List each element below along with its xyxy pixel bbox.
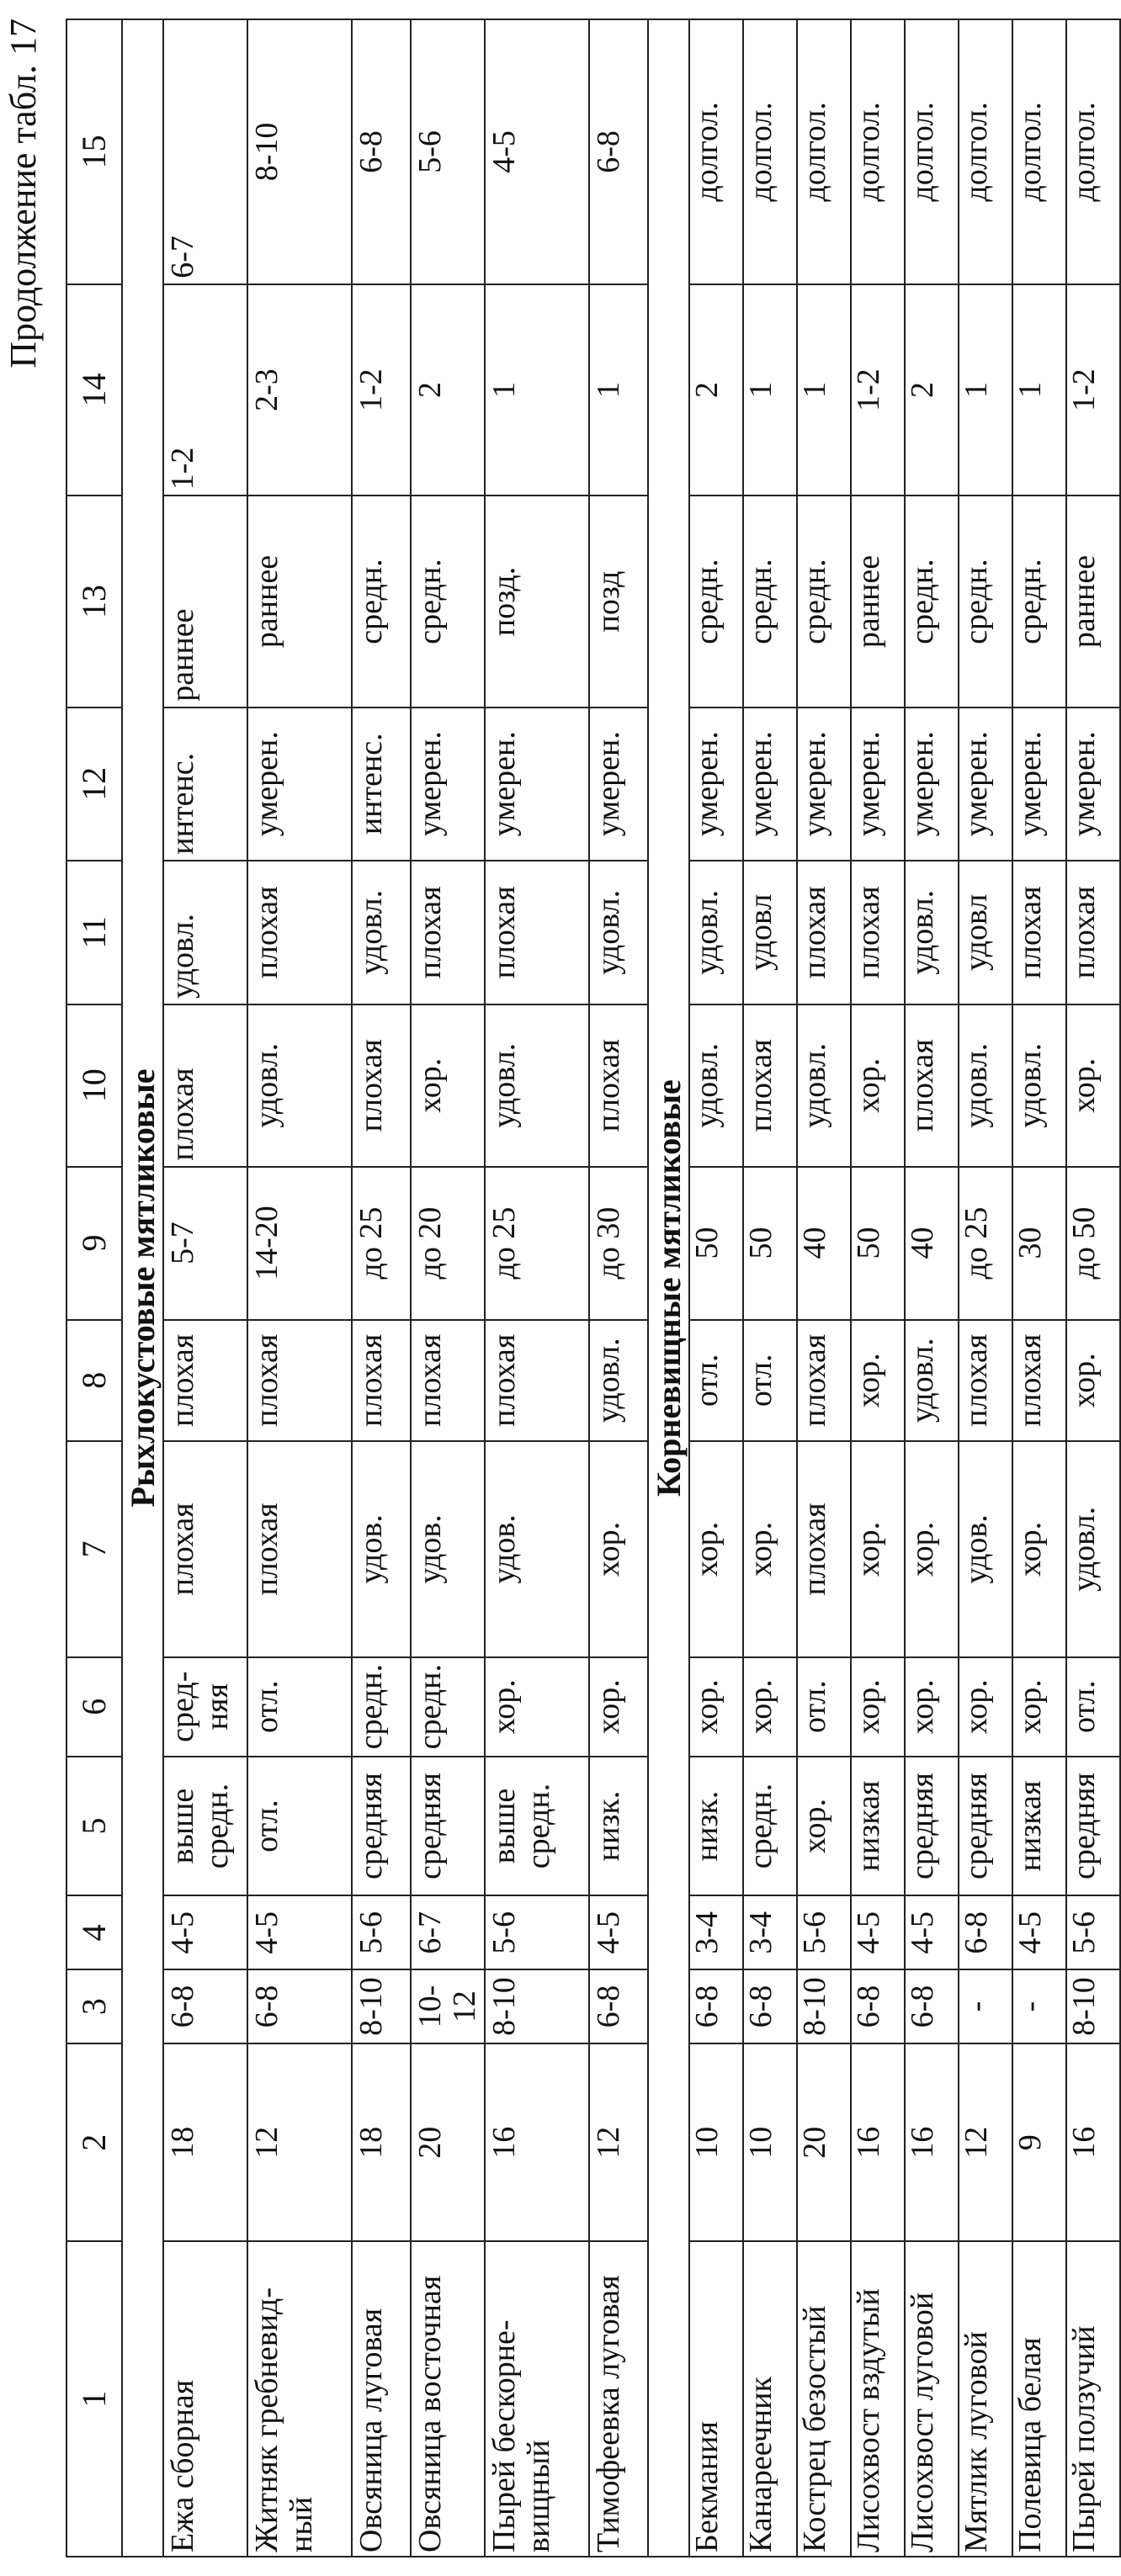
table-cell: плохая <box>411 861 485 1004</box>
table-cell: хор. <box>743 1657 797 1757</box>
table-cell: умерен. <box>247 708 352 861</box>
table-cell: средн. <box>905 496 959 708</box>
table-cell: плохая <box>247 861 352 1004</box>
table-cell: долгол. <box>1012 19 1066 284</box>
table-cell: плохая <box>411 1320 485 1441</box>
table-cell: удовл. <box>1066 1441 1120 1657</box>
table-cell: 5-6 <box>352 1895 411 1969</box>
table-cell: 1-2 <box>352 284 411 496</box>
table-cell: долгол. <box>797 19 851 284</box>
table-cell: 2 <box>411 284 485 496</box>
table-cell: плохая <box>163 1441 247 1657</box>
table-cell: 6-7 <box>163 19 247 284</box>
table-cell: 6-8 <box>905 1969 959 2043</box>
table-cell: средняя <box>411 1757 485 1896</box>
table-cell: 6-8 <box>959 1895 1012 1969</box>
table-caption: Продолжение табл. 17 <box>3 19 44 368</box>
row-label-cell: Полевица белая <box>1012 2241 1066 2557</box>
table-cell: средн. <box>352 496 411 708</box>
table-cell: 6-8 <box>352 19 411 284</box>
table-cell: хор. <box>851 1441 905 1657</box>
table-cell: умерен. <box>905 708 959 861</box>
table-cell: удовл. <box>797 1004 851 1167</box>
table-cell: средн. <box>1012 496 1066 708</box>
table-cell: 9 <box>1012 2043 1066 2241</box>
header-cell: 11 <box>66 861 122 1004</box>
row-label-cell: Ежа сборная <box>163 2241 247 2557</box>
table-cell: долгол. <box>905 19 959 284</box>
table-cell: 50 <box>743 1167 797 1320</box>
header-cell: 9 <box>66 1167 122 1320</box>
table-cell: 16 <box>851 2043 905 2241</box>
table-row <box>163 19 247 2557</box>
table-cell: хор. <box>689 1441 743 1657</box>
table-cell: средняя <box>959 1757 1012 1896</box>
table-cell: до 50 <box>1066 1167 1120 1320</box>
table-cell: 8-10 <box>247 19 352 284</box>
table-cell: хор. <box>689 1657 743 1757</box>
table-cell: отл. <box>247 1657 352 1757</box>
table-cell: хор. <box>851 1320 905 1441</box>
row-label-cell: Лисохвост луговой <box>905 2241 959 2557</box>
table-cell: раннее <box>163 496 247 708</box>
table-cell: средн. <box>689 496 743 708</box>
table-cell: плохая <box>797 1441 851 1657</box>
table-cell: удовл. <box>163 861 247 1004</box>
table-cell: 2 <box>689 284 743 496</box>
table-cell: 50 <box>851 1167 905 1320</box>
row-label-cell: Пырей бескорне-вищный <box>485 2241 589 2557</box>
table-cell: интенс. <box>352 708 411 861</box>
section-title: Корневищные мятликовые <box>648 19 689 2557</box>
table-cell: 12 <box>589 2043 648 2241</box>
table-cell: хор. <box>1012 1657 1066 1757</box>
table-cell: удов. <box>959 1441 1012 1657</box>
table-cell: средн. <box>743 496 797 708</box>
table-cell: отл. <box>247 1757 352 1896</box>
table-cell: 8-10 <box>1066 1969 1120 2043</box>
header-cell: 14 <box>66 284 122 496</box>
table-cell: плохая <box>163 1320 247 1441</box>
table-row <box>411 19 485 2557</box>
table-cell: отл. <box>689 1320 743 1441</box>
table-cell: 4-5 <box>851 1895 905 1969</box>
table-cell: хор. <box>411 1004 485 1167</box>
table-cell: 1-2 <box>163 284 247 496</box>
table-row <box>1012 19 1066 2557</box>
table-row <box>1066 19 1120 2557</box>
table-cell: 6-8 <box>589 19 648 284</box>
table-cell: 8-10 <box>352 1969 411 2043</box>
row-label-cell: Овсяница луговая <box>352 2241 411 2557</box>
table-cell: 5-6 <box>1066 1895 1120 1969</box>
table-cell: 20 <box>411 2043 485 2241</box>
table-cell: 1 <box>743 284 797 496</box>
table-cell: долгол. <box>1066 19 1120 284</box>
table-cell: раннее <box>247 496 352 708</box>
table-cell: хор. <box>905 1657 959 1757</box>
table-cell: 3-4 <box>743 1895 797 1969</box>
table-row <box>743 19 797 2557</box>
table-cell: 6-8 <box>247 1969 352 2043</box>
table-cell: долгол. <box>851 19 905 284</box>
table-cell: хор. <box>589 1441 648 1657</box>
table-row <box>797 19 851 2557</box>
table-cell: 30 <box>1012 1167 1066 1320</box>
table-cell: плохая <box>851 861 905 1004</box>
table-cell: умерен. <box>797 708 851 861</box>
table-cell: 5-6 <box>411 19 485 284</box>
table-cell: плохая <box>247 1441 352 1657</box>
table-cell: 6-7 <box>411 1895 485 1969</box>
table-cell: хор. <box>1012 1441 1066 1657</box>
table-cell: умерен. <box>411 708 485 861</box>
table-cell: средняя <box>352 1757 411 1896</box>
header-cell: 15 <box>66 19 122 284</box>
table-cell: средн. <box>959 496 1012 708</box>
table-cell: плохая <box>1066 861 1120 1004</box>
table-cell: плохая <box>485 861 589 1004</box>
table-cell: умерен. <box>689 708 743 861</box>
table-cell: долгол. <box>689 19 743 284</box>
table-cell: плохая <box>1012 1320 1066 1441</box>
table-cell: умерен. <box>1012 708 1066 861</box>
row-label-cell: Бекмания <box>689 2241 743 2557</box>
table-cell: раннее <box>1066 496 1120 708</box>
table-cell: выше средн. <box>485 1757 589 1896</box>
table-cell: удов. <box>411 1441 485 1657</box>
table-cell: 40 <box>905 1167 959 1320</box>
table-cell: 6-8 <box>163 1969 247 2043</box>
table-cell: до 25 <box>959 1167 1012 1320</box>
table-row <box>959 19 1012 2557</box>
table-cell: средн. <box>797 496 851 708</box>
table-cell: 4-5 <box>1012 1895 1066 1969</box>
table-cell: 10 <box>743 2043 797 2241</box>
table-row <box>352 19 411 2557</box>
table-cell: 12 <box>247 2043 352 2241</box>
row-label-cell: Кострец безостый <box>797 2241 851 2557</box>
table-cell: хор. <box>851 1657 905 1757</box>
table-cell: низкая <box>1012 1757 1066 1896</box>
table-cell: удовл. <box>589 1320 648 1441</box>
table-cell: хор. <box>797 1757 851 1896</box>
table-cell: позд <box>589 496 648 708</box>
table-cell: умерен. <box>1066 708 1120 861</box>
header-cell: 13 <box>66 496 122 708</box>
table-cell: 2 <box>905 284 959 496</box>
table-cell: плохая <box>1012 861 1066 1004</box>
header-cell: 12 <box>66 708 122 861</box>
table-cell: позд. <box>485 496 589 708</box>
table-cell: 16 <box>905 2043 959 2241</box>
table-cell: плохая <box>905 1004 959 1167</box>
table-cell: - <box>959 1969 1012 2043</box>
data-table <box>66 19 1121 2557</box>
table-cell: удовл. <box>689 1004 743 1167</box>
header-cell: 8 <box>66 1320 122 1441</box>
table-cell: хор. <box>851 1004 905 1167</box>
table-cell: хор. <box>1066 1004 1120 1167</box>
table-cell: умерен. <box>589 708 648 861</box>
table-cell: удовл. <box>589 861 648 1004</box>
table-cell: 6-8 <box>689 1969 743 2043</box>
table-cell: долгол. <box>743 19 797 284</box>
table-cell: долгол. <box>959 19 1012 284</box>
table-cell: отл. <box>797 1657 851 1757</box>
table-cell: хор. <box>1066 1320 1120 1441</box>
table-cell: средняя <box>1066 1757 1120 1896</box>
table-cell: до 30 <box>589 1167 648 1320</box>
table-cell: удовл. <box>485 1004 589 1167</box>
table-cell: плохая <box>797 861 851 1004</box>
table-cell: низк. <box>589 1757 648 1896</box>
table-cell: 5-6 <box>797 1895 851 1969</box>
table-cell: плохая <box>743 1004 797 1167</box>
header-cell: 3 <box>66 1969 122 2043</box>
row-label-cell: Канареечник <box>743 2241 797 2557</box>
table-cell: 10 <box>689 2043 743 2241</box>
section-header-row <box>648 19 689 2557</box>
table-cell: 6-8 <box>851 1969 905 2043</box>
table-cell: 4-5 <box>485 19 589 284</box>
header-cell: 1 <box>66 2241 122 2557</box>
table-cell: средн. <box>411 496 485 708</box>
table-cell: 18 <box>352 2043 411 2241</box>
table-cell: средн. <box>411 1657 485 1757</box>
table-cell: 8-10 <box>485 1969 589 2043</box>
table-cell: 12 <box>959 2043 1012 2241</box>
table-cell: интенс. <box>163 708 247 861</box>
table-cell: умерен. <box>485 708 589 861</box>
header-row <box>66 19 122 2557</box>
table-cell: 6-8 <box>589 1969 648 2043</box>
table-cell: 20 <box>797 2043 851 2241</box>
table-cell: удовл <box>743 861 797 1004</box>
table-cell: умерен. <box>743 708 797 861</box>
table-cell: раннее <box>851 496 905 708</box>
table-cell: 2-3 <box>247 284 352 496</box>
table-cell: удов. <box>352 1441 411 1657</box>
table-cell: 1 <box>797 284 851 496</box>
table-cell: плохая <box>352 1320 411 1441</box>
table-cell: хор. <box>485 1657 589 1757</box>
table-cell: 1 <box>485 284 589 496</box>
table-cell: удовл. <box>1012 1004 1066 1167</box>
table-cell: 4-5 <box>589 1895 648 1969</box>
row-label-cell: Житняк гребневид-ный <box>247 2241 352 2557</box>
section-title: Рыхлокустовые мятликовые <box>122 19 163 2557</box>
section-header-row <box>122 19 163 2557</box>
table-row <box>589 19 648 2557</box>
table-cell: 4-5 <box>163 1895 247 1969</box>
table-row <box>247 19 352 2557</box>
table-cell: 16 <box>1066 2043 1120 2241</box>
header-cell: 2 <box>66 2043 122 2241</box>
table-cell: хор. <box>905 1441 959 1657</box>
table-cell: до 25 <box>352 1167 411 1320</box>
table-cell: плохая <box>247 1320 352 1441</box>
table-cell: 16 <box>485 2043 589 2241</box>
table-cell: 5-6 <box>485 1895 589 1969</box>
table-cell: плохая <box>797 1320 851 1441</box>
table-cell: 40 <box>797 1167 851 1320</box>
table-cell: средн. <box>352 1657 411 1757</box>
table-row <box>851 19 905 2557</box>
table-cell: отл. <box>743 1320 797 1441</box>
table-cell: отл. <box>1066 1657 1120 1757</box>
header-cell: 10 <box>66 1004 122 1167</box>
table-cell: удовл <box>959 861 1012 1004</box>
table-cell: 1-2 <box>851 284 905 496</box>
table-cell: средняя <box>905 1757 959 1896</box>
header-cell: 4 <box>66 1895 122 1969</box>
table-cell: 5-7 <box>163 1167 247 1320</box>
table-cell: плохая <box>959 1320 1012 1441</box>
table-cell: плохая <box>589 1004 648 1167</box>
table-cell: 4-5 <box>247 1895 352 1969</box>
table-cell: 4-5 <box>905 1895 959 1969</box>
table-cell: плохая <box>485 1320 589 1441</box>
table-cell: хор. <box>589 1657 648 1757</box>
table-cell: удовл. <box>352 861 411 1004</box>
table-cell: хор. <box>959 1657 1012 1757</box>
table-cell: удовл. <box>905 861 959 1004</box>
table-cell: 10-12 <box>411 1969 485 2043</box>
table-cell: 1 <box>589 284 648 496</box>
table-cell: удовл. <box>959 1004 1012 1167</box>
table-cell: 8-10 <box>797 1969 851 2043</box>
table-cell: удовл. <box>247 1004 352 1167</box>
table-cell: 6-8 <box>743 1969 797 2043</box>
table-cell: 50 <box>689 1167 743 1320</box>
table-cell: 1 <box>959 284 1012 496</box>
table-cell: до 20 <box>411 1167 485 1320</box>
table-cell: умерен. <box>959 708 1012 861</box>
header-cell: 5 <box>66 1757 122 1896</box>
table-cell: 18 <box>163 2043 247 2241</box>
table-cell: хор. <box>743 1441 797 1657</box>
header-cell: 6 <box>66 1657 122 1757</box>
table-cell: плохая <box>163 1004 247 1167</box>
table-cell: 1 <box>1012 284 1066 496</box>
table-cell: 14-20 <box>247 1167 352 1320</box>
row-label-cell: Мятлик луговой <box>959 2241 1012 2557</box>
table-row <box>689 19 743 2557</box>
table-cell: удовл. <box>689 861 743 1004</box>
table-body <box>66 19 1120 2557</box>
table-cell: умерен. <box>851 708 905 861</box>
table-cell: низкая <box>851 1757 905 1896</box>
table-cell: 1-2 <box>1066 284 1120 496</box>
table-cell: сред-няя <box>163 1657 247 1757</box>
table-row <box>905 19 959 2557</box>
table-cell: низк. <box>689 1757 743 1896</box>
table-cell: удовл. <box>905 1320 959 1441</box>
row-label-cell: Овсяница восточная <box>411 2241 485 2557</box>
table-cell: выше средн. <box>163 1757 247 1896</box>
table-cell: до 25 <box>485 1167 589 1320</box>
table-cell: средн. <box>743 1757 797 1896</box>
table-row <box>485 19 589 2557</box>
header-cell: 7 <box>66 1441 122 1657</box>
table-cell: 3-4 <box>689 1895 743 1969</box>
row-label-cell: Пырей ползучий <box>1066 2241 1120 2557</box>
table-cell: - <box>1012 1969 1066 2043</box>
row-label-cell: Тимофеевка луговая <box>589 2241 648 2557</box>
table-cell: плохая <box>352 1004 411 1167</box>
table-cell: удов. <box>485 1441 589 1657</box>
row-label-cell: Лисохвост вздутый <box>851 2241 905 2557</box>
